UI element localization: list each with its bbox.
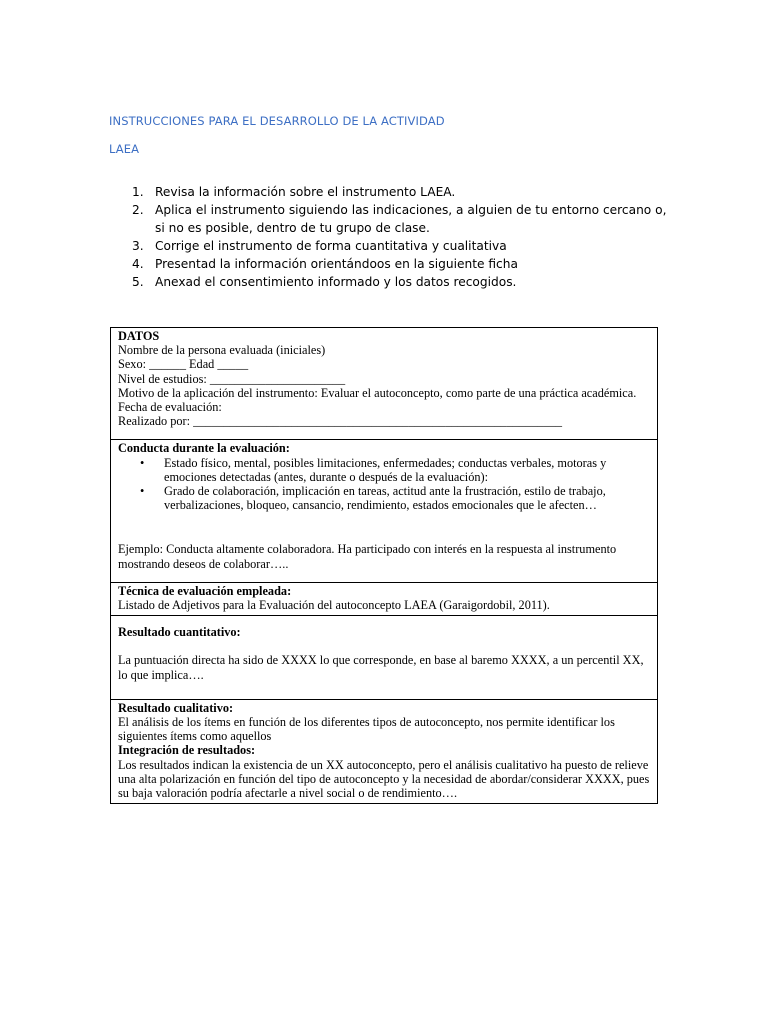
- cualitativo-cell: [111, 699, 658, 803]
- instruction-text: Presentad la información orientándoos en la siguiente ficha: [155, 257, 518, 271]
- instruction-text: Revisa la información sobre el instrumento LAEA.: [155, 185, 456, 199]
- integracion-label: Integración de resultados:: [118, 743, 256, 758]
- cualitativo-row: [111, 699, 658, 803]
- instruction-number: 4.: [132, 257, 144, 271]
- instruction-number: 5.: [132, 275, 144, 289]
- tecnica-text: Listado de Adjetivos para la Evaluación del autoconcepto LAEA (Garaigordobil, 2011).: [118, 598, 550, 613]
- evaluation-form-table: [110, 327, 658, 804]
- cuantitativo-row: [111, 616, 658, 700]
- realizado-por-field: Realizado por: ____________________________________________________________: [118, 414, 563, 429]
- integracion-text: Los resultados indican la existencia de un XX autoconcepto, pero el análisis cualitativo ha puesto de relieve una alta polarización en función del tipo de autoconcepto y la necesidad de abordar/considerar XXXX, pues su baja valoración podría afectarle a nivel social o de rendimiento….: [118, 757, 650, 801]
- datos-row: [111, 328, 658, 440]
- list-item-text: Grado de colaboración, implicación en tareas, actitud ante la frustración, estilo de trabajo, verbalizaciones, bloqueo, cansancio, rendimiento, estados emocionales que le afecten…: [164, 484, 606, 513]
- instruction-item: [114, 237, 674, 255]
- tecnica-row: [111, 582, 658, 615]
- instruction-item: [114, 201, 674, 237]
- tecnica-label: Técnica de evaluación empleada:: [118, 583, 292, 598]
- instruction-text: Corrige el instrumento de forma cuantitativa y cualitativa: [155, 239, 507, 253]
- cualitativo-text: El análisis de los ítems en función de los diferentes tipos de autoconcepto, nos permite identificar los siguientes ítems como aquellos: [118, 715, 615, 744]
- cuantitativo-text: La puntuación directa ha sido de XXXX lo que corresponde, en base al baremo XXXX, a un percentil XX, lo que implica….: [118, 653, 644, 682]
- conducta-label: Conducta durante la evaluación:: [118, 441, 290, 456]
- bullet-icon: •: [140, 455, 145, 470]
- cualitativo-label: Resultado cualitativo:: [118, 700, 234, 715]
- instruction-number: 2.: [132, 203, 144, 217]
- conducta-ejemplo: Ejemplo: Conducta altamente colaboradora. Ha participado con interés en la respuesta al instrumento mostrando deseos de colaborar…..: [118, 542, 617, 571]
- datos-label: DATOS: [118, 329, 160, 343]
- instruction-number: 3.: [132, 239, 144, 253]
- instruction-item: [114, 183, 674, 201]
- cuantitativo-label: Resultado cuantitativo:: [118, 625, 241, 640]
- sexo-edad-field: Sexo: ______ Edad _____: [118, 357, 249, 372]
- instruction-list: [114, 183, 674, 291]
- nombre-field: Nombre de la persona evaluada (iniciales): [118, 343, 326, 358]
- page-title: INSTRUCCIONES PARA EL DESARROLLO DE LA ACTIVIDAD: [109, 114, 445, 128]
- instruction-text: Anexad el consentimiento informado y los datos recogidos.: [155, 275, 517, 289]
- conducta-row: [111, 440, 658, 582]
- list-item: [118, 484, 651, 512]
- conducta-list: [118, 456, 651, 513]
- conducta-cell: [111, 440, 658, 582]
- list-item-text: Estado físico, mental, posibles limitaciones, enfermedades; conductas verbales, motoras y emociones detectadas (antes, durante o después de la evaluación):: [164, 455, 607, 484]
- fecha-field: Fecha de evaluación:: [118, 400, 222, 415]
- instruction-number: 1.: [132, 185, 144, 199]
- instruction-item: [114, 255, 674, 273]
- instruction-item: [114, 273, 674, 291]
- motivo-field: Motivo de la aplicación del instrumento: Evaluar el autoconcepto, como parte de una práctica académica.: [118, 385, 637, 400]
- bullet-icon: •: [140, 484, 145, 499]
- tecnica-cell: [111, 582, 658, 615]
- page-subtitle: LAEA: [109, 142, 140, 156]
- nivel-estudios-field: Nivel de estudios: ______________________: [118, 371, 346, 386]
- datos-cell: [111, 328, 658, 440]
- instruction-text: Aplica el instrumento siguiendo las indicaciones, a alguien de tu entorno cercano o, si no es posible, dentro de tu grupo de clase.: [155, 203, 667, 235]
- cuantitativo-cell: [111, 616, 658, 700]
- list-item: [118, 456, 651, 484]
